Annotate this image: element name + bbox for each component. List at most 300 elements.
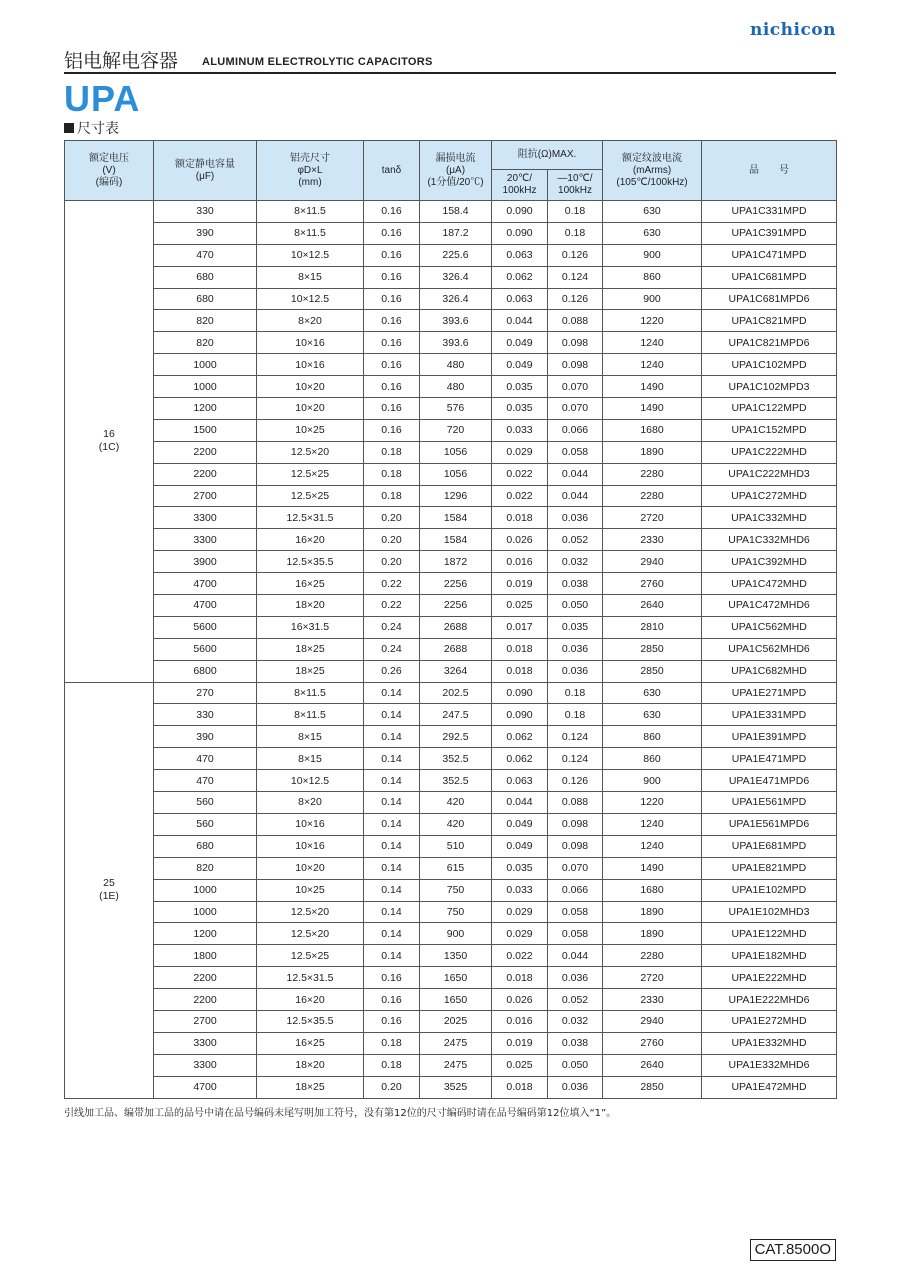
case-size-cell: 10×16: [257, 813, 364, 835]
capacitance-cell: 3300: [154, 1054, 257, 1076]
header-tan: tanδ: [364, 141, 420, 201]
leakage-cell: 3525: [420, 1076, 492, 1098]
case-size-cell: 8×15: [257, 726, 364, 748]
part-number-cell: UPA1E122MHD: [702, 923, 837, 945]
tan-cell: 0.18: [364, 1032, 420, 1054]
ripple-cell: 860: [603, 266, 702, 288]
tan-cell: 0.16: [364, 1010, 420, 1032]
header-title-en: ALUMINUM ELECTROLYTIC CAPACITORS: [202, 56, 433, 68]
impedance-minus10c-cell: 0.098: [548, 813, 603, 835]
square-bullet-icon: [64, 123, 74, 133]
table-row: [65, 288, 837, 310]
part-number-cell: UPA1E821MPD: [702, 857, 837, 879]
tan-cell: 0.14: [364, 748, 420, 770]
case-size-cell: 18×20: [257, 1054, 364, 1076]
ripple-cell: 2850: [603, 660, 702, 682]
impedance-minus10c-cell: 0.098: [548, 835, 603, 857]
table-row: [65, 638, 837, 660]
impedance-minus10c-cell: 0.036: [548, 660, 603, 682]
table-row: [65, 573, 837, 595]
leakage-cell: 1350: [420, 945, 492, 967]
impedance-20c-cell: 0.018: [492, 660, 548, 682]
ripple-cell: 1240: [603, 835, 702, 857]
impedance-minus10c-cell: 0.088: [548, 792, 603, 814]
capacitance-cell: 1000: [154, 901, 257, 923]
impedance-20c-cell: 0.019: [492, 1032, 548, 1054]
capacitance-cell: 2200: [154, 989, 257, 1011]
capacitance-cell: 3300: [154, 529, 257, 551]
table-row: [65, 354, 837, 376]
table-row: [65, 595, 837, 617]
ripple-cell: 900: [603, 770, 702, 792]
leakage-cell: 720: [420, 419, 492, 441]
table-row: [65, 201, 837, 223]
part-number-cell: UPA1E272MHD: [702, 1010, 837, 1032]
impedance-minus10c-cell: 0.058: [548, 901, 603, 923]
tan-cell: 0.14: [364, 682, 420, 704]
leakage-cell: 2256: [420, 595, 492, 617]
impedance-20c-cell: 0.035: [492, 376, 548, 398]
tan-cell: 0.16: [364, 288, 420, 310]
impedance-20c-cell: 0.022: [492, 945, 548, 967]
ripple-cell: 630: [603, 704, 702, 726]
capacitance-cell: 680: [154, 835, 257, 857]
capacitance-cell: 1000: [154, 376, 257, 398]
case-size-cell: 8×20: [257, 310, 364, 332]
tan-cell: 0.14: [364, 770, 420, 792]
leakage-cell: 2475: [420, 1054, 492, 1076]
leakage-cell: 1056: [420, 463, 492, 485]
case-size-cell: 8×20: [257, 792, 364, 814]
tan-cell: 0.14: [364, 901, 420, 923]
impedance-20c-cell: 0.029: [492, 441, 548, 463]
impedance-20c-cell: 0.025: [492, 1054, 548, 1076]
leakage-cell: 1296: [420, 485, 492, 507]
case-size-cell: 12.5×35.5: [257, 1010, 364, 1032]
table-row: [65, 835, 837, 857]
tan-cell: 0.20: [364, 551, 420, 573]
impedance-20c-cell: 0.026: [492, 529, 548, 551]
impedance-minus10c-cell: 0.032: [548, 1010, 603, 1032]
case-size-cell: 10×20: [257, 376, 364, 398]
header-impedance: 阻抗(Ω)MAX.: [492, 141, 603, 170]
leakage-cell: 1872: [420, 551, 492, 573]
impedance-minus10c-cell: 0.098: [548, 332, 603, 354]
capacitance-cell: 1200: [154, 398, 257, 420]
part-number-cell: UPA1E332MHD: [702, 1032, 837, 1054]
voltage-cell: 25 (1E): [65, 682, 154, 1098]
impedance-20c-cell: 0.063: [492, 770, 548, 792]
table-row: [65, 967, 837, 989]
capacitance-cell: 1000: [154, 354, 257, 376]
capacitance-cell: 270: [154, 682, 257, 704]
part-number-cell: UPA1E681MPD: [702, 835, 837, 857]
ripple-cell: 1490: [603, 398, 702, 420]
capacitance-cell: 5600: [154, 638, 257, 660]
table-row: [65, 1076, 837, 1098]
ripple-cell: 1490: [603, 376, 702, 398]
tan-cell: 0.20: [364, 507, 420, 529]
tan-cell: 0.22: [364, 573, 420, 595]
impedance-20c-cell: 0.018: [492, 1076, 548, 1098]
catalog-number: CAT.8500O: [750, 1239, 836, 1261]
table-row: [65, 770, 837, 792]
leakage-cell: 750: [420, 879, 492, 901]
impedance-20c-cell: 0.090: [492, 704, 548, 726]
impedance-minus10c-cell: 0.044: [548, 463, 603, 485]
capacitance-cell: 4700: [154, 573, 257, 595]
impedance-minus10c-cell: 0.038: [548, 1032, 603, 1054]
leakage-cell: 1650: [420, 989, 492, 1011]
part-number-cell: UPA1C821MPD6: [702, 332, 837, 354]
table-row: [65, 726, 837, 748]
impedance-20c-cell: 0.017: [492, 616, 548, 638]
case-size-cell: 10×16: [257, 835, 364, 857]
capacitance-cell: 2700: [154, 1010, 257, 1032]
capacitance-cell: 3300: [154, 1032, 257, 1054]
ripple-cell: 1220: [603, 310, 702, 332]
tan-cell: 0.18: [364, 1054, 420, 1076]
capacitance-cell: 1800: [154, 945, 257, 967]
capacitance-cell: 3300: [154, 507, 257, 529]
case-size-cell: 16×20: [257, 989, 364, 1011]
case-size-cell: 10×25: [257, 419, 364, 441]
series-title: UPA: [64, 78, 141, 119]
ripple-cell: 2720: [603, 507, 702, 529]
leakage-cell: 352.5: [420, 748, 492, 770]
impedance-minus10c-cell: 0.126: [548, 244, 603, 266]
capacitance-cell: 820: [154, 332, 257, 354]
ripple-cell: 1220: [603, 792, 702, 814]
case-size-cell: 12.5×35.5: [257, 551, 364, 573]
case-size-cell: 18×20: [257, 595, 364, 617]
leakage-cell: 247.5: [420, 704, 492, 726]
impedance-minus10c-cell: 0.050: [548, 1054, 603, 1076]
ripple-cell: 1890: [603, 441, 702, 463]
impedance-minus10c-cell: 0.036: [548, 638, 603, 660]
impedance-20c-cell: 0.049: [492, 332, 548, 354]
capacitance-cell: 820: [154, 857, 257, 879]
impedance-20c-cell: 0.090: [492, 222, 548, 244]
capacitance-cell: 330: [154, 704, 257, 726]
impedance-20c-cell: 0.018: [492, 638, 548, 660]
case-size-cell: 8×11.5: [257, 682, 364, 704]
case-size-cell: 18×25: [257, 638, 364, 660]
impedance-minus10c-cell: 0.035: [548, 616, 603, 638]
case-size-cell: 10×25: [257, 879, 364, 901]
table-row: [65, 419, 837, 441]
capacitance-cell: 6800: [154, 660, 257, 682]
case-size-cell: 12.5×20: [257, 923, 364, 945]
table-row: [65, 529, 837, 551]
ripple-cell: 2640: [603, 1054, 702, 1076]
ripple-cell: 2280: [603, 463, 702, 485]
leakage-cell: 2256: [420, 573, 492, 595]
table-row: [65, 660, 837, 682]
impedance-minus10c-cell: 0.070: [548, 376, 603, 398]
impedance-20c-cell: 0.049: [492, 835, 548, 857]
part-number-cell: UPA1E332MHD6: [702, 1054, 837, 1076]
leakage-cell: 326.4: [420, 288, 492, 310]
impedance-20c-cell: 0.035: [492, 857, 548, 879]
part-number-cell: UPA1C152MPD: [702, 419, 837, 441]
ripple-cell: 2330: [603, 529, 702, 551]
case-size-cell: 8×15: [257, 748, 364, 770]
header-title-cn: 铝电解电容器: [64, 50, 179, 72]
table-row: [65, 266, 837, 288]
case-size-cell: 10×20: [257, 857, 364, 879]
impedance-20c-cell: 0.025: [492, 595, 548, 617]
case-size-cell: 16×25: [257, 1032, 364, 1054]
tan-cell: 0.14: [364, 792, 420, 814]
impedance-minus10c-cell: 0.052: [548, 989, 603, 1011]
leakage-cell: 1584: [420, 507, 492, 529]
case-size-cell: 12.5×31.5: [257, 507, 364, 529]
table-row: [65, 310, 837, 332]
capacitance-cell: 560: [154, 792, 257, 814]
table-row: [65, 682, 837, 704]
capacitance-cell: 1500: [154, 419, 257, 441]
table-row: [65, 989, 837, 1011]
table-body: [65, 201, 837, 1099]
part-number-cell: UPA1E331MPD: [702, 704, 837, 726]
part-number-cell: UPA1C332MHD6: [702, 529, 837, 551]
impedance-20c-cell: 0.033: [492, 419, 548, 441]
impedance-20c-cell: 0.035: [492, 398, 548, 420]
impedance-minus10c-cell: 0.18: [548, 704, 603, 726]
impedance-minus10c-cell: 0.18: [548, 201, 603, 223]
capacitance-cell: 4700: [154, 595, 257, 617]
case-size-cell: 12.5×31.5: [257, 967, 364, 989]
tan-cell: 0.20: [364, 1076, 420, 1098]
tan-cell: 0.26: [364, 660, 420, 682]
part-number-cell: UPA1E561MPD6: [702, 813, 837, 835]
impedance-20c-cell: 0.090: [492, 201, 548, 223]
tan-cell: 0.16: [364, 244, 420, 266]
capacitance-cell: 2200: [154, 967, 257, 989]
impedance-20c-cell: 0.049: [492, 354, 548, 376]
impedance-minus10c-cell: 0.098: [548, 354, 603, 376]
case-size-cell: 10×12.5: [257, 770, 364, 792]
part-number-cell: UPA1C222MHD3: [702, 463, 837, 485]
tan-cell: 0.16: [364, 398, 420, 420]
ripple-cell: 630: [603, 222, 702, 244]
impedance-minus10c-cell: 0.18: [548, 222, 603, 244]
case-size-cell: 18×25: [257, 1076, 364, 1098]
tan-cell: 0.16: [364, 201, 420, 223]
leakage-cell: 225.6: [420, 244, 492, 266]
part-number-cell: UPA1E471MPD6: [702, 770, 837, 792]
voltage-cell: 16 (1C): [65, 201, 154, 683]
ripple-cell: 1490: [603, 857, 702, 879]
part-number-cell: UPA1C331MPD: [702, 201, 837, 223]
table-row: [65, 222, 837, 244]
leakage-cell: 2688: [420, 616, 492, 638]
part-number-cell: UPA1C102MPD3: [702, 376, 837, 398]
tan-cell: 0.16: [364, 222, 420, 244]
table-row: [65, 441, 837, 463]
dimension-table: [64, 140, 837, 1099]
impedance-20c-cell: 0.016: [492, 1010, 548, 1032]
leakage-cell: 3264: [420, 660, 492, 682]
ripple-cell: 2280: [603, 945, 702, 967]
part-number-cell: UPA1C681MPD6: [702, 288, 837, 310]
leakage-cell: 2025: [420, 1010, 492, 1032]
ripple-cell: 2760: [603, 1032, 702, 1054]
capacitance-cell: 680: [154, 288, 257, 310]
tan-cell: 0.18: [364, 463, 420, 485]
capacitance-cell: 2200: [154, 463, 257, 485]
impedance-minus10c-cell: 0.038: [548, 573, 603, 595]
impedance-20c-cell: 0.026: [492, 989, 548, 1011]
case-size-cell: 10×12.5: [257, 288, 364, 310]
case-size-cell: 10×20: [257, 398, 364, 420]
tan-cell: 0.18: [364, 441, 420, 463]
leakage-cell: 1056: [420, 441, 492, 463]
case-size-cell: 16×31.5: [257, 616, 364, 638]
leakage-cell: 480: [420, 376, 492, 398]
section-heading: [64, 118, 119, 138]
nichicon-logo: nichicon: [749, 20, 836, 40]
tan-cell: 0.16: [364, 376, 420, 398]
impedance-minus10c-cell: 0.124: [548, 266, 603, 288]
ripple-cell: 2850: [603, 1076, 702, 1098]
footnote: 引线加工品、编带加工品的品号中请在品号编码末尾写明加工符号，没有第12位的尺寸编码时请在品号编码第12位填入“1”。: [64, 1108, 617, 1119]
impedance-20c-cell: 0.049: [492, 813, 548, 835]
tan-cell: 0.16: [364, 989, 420, 1011]
impedance-minus10c-cell: 0.052: [548, 529, 603, 551]
ripple-cell: 2850: [603, 638, 702, 660]
part-number-cell: UPA1C392MHD: [702, 551, 837, 573]
tan-cell: 0.16: [364, 266, 420, 288]
impedance-20c-cell: 0.016: [492, 551, 548, 573]
leakage-cell: 326.4: [420, 266, 492, 288]
table-row: [65, 398, 837, 420]
part-number-cell: UPA1E102MPD: [702, 879, 837, 901]
part-number-cell: UPA1E222MHD: [702, 967, 837, 989]
part-number-cell: UPA1C122MPD: [702, 398, 837, 420]
case-size-cell: 16×20: [257, 529, 364, 551]
part-number-cell: UPA1C681MPD: [702, 266, 837, 288]
table-row: [65, 507, 837, 529]
leakage-cell: 576: [420, 398, 492, 420]
header-leakage: 漏损电流 (μA) (1分值/20℃): [420, 141, 492, 201]
case-size-cell: 16×25: [257, 573, 364, 595]
tan-cell: 0.24: [364, 638, 420, 660]
impedance-20c-cell: 0.033: [492, 879, 548, 901]
impedance-20c-cell: 0.022: [492, 463, 548, 485]
capacitance-cell: 330: [154, 201, 257, 223]
part-number-cell: UPA1C272MHD: [702, 485, 837, 507]
impedance-20c-cell: 0.062: [492, 266, 548, 288]
capacitance-cell: 470: [154, 244, 257, 266]
impedance-minus10c-cell: 0.066: [548, 419, 603, 441]
part-number-cell: UPA1E102MHD3: [702, 901, 837, 923]
header-impedance-20c: 20℃/ 100kHz: [492, 170, 548, 201]
impedance-20c-cell: 0.029: [492, 901, 548, 923]
impedance-20c-cell: 0.029: [492, 923, 548, 945]
tan-cell: 0.16: [364, 419, 420, 441]
ripple-cell: 1680: [603, 879, 702, 901]
tan-cell: 0.14: [364, 879, 420, 901]
impedance-20c-cell: 0.022: [492, 485, 548, 507]
tan-cell: 0.18: [364, 485, 420, 507]
capacitance-cell: 820: [154, 310, 257, 332]
case-size-cell: 12.5×25: [257, 945, 364, 967]
ripple-cell: 1890: [603, 901, 702, 923]
header-ripple: 额定纹波电流 (mArms) (105℃/100kHz): [603, 141, 702, 201]
part-number-cell: UPA1C472MHD: [702, 573, 837, 595]
ripple-cell: 900: [603, 244, 702, 266]
case-size-cell: 12.5×25: [257, 463, 364, 485]
case-size-cell: 18×25: [257, 660, 364, 682]
part-number-cell: UPA1E561MPD: [702, 792, 837, 814]
tan-cell: 0.14: [364, 835, 420, 857]
table-row: [65, 616, 837, 638]
part-number-cell: UPA1C471MPD: [702, 244, 837, 266]
capacitance-cell: 3900: [154, 551, 257, 573]
table-row: [65, 1010, 837, 1032]
capacitance-cell: 470: [154, 770, 257, 792]
case-size-cell: 8×15: [257, 266, 364, 288]
tan-cell: 0.22: [364, 595, 420, 617]
ripple-cell: 2940: [603, 1010, 702, 1032]
case-size-cell: 8×11.5: [257, 704, 364, 726]
header-voltage: 额定电压 (V) (编码): [65, 141, 154, 201]
ripple-cell: 1240: [603, 354, 702, 376]
part-number-cell: UPA1E391MPD: [702, 726, 837, 748]
leakage-cell: 187.2: [420, 222, 492, 244]
part-number-cell: UPA1C332MHD: [702, 507, 837, 529]
tan-cell: 0.16: [364, 967, 420, 989]
table-row: [65, 704, 837, 726]
leakage-cell: 202.5: [420, 682, 492, 704]
impedance-20c-cell: 0.018: [492, 507, 548, 529]
capacitance-cell: 390: [154, 726, 257, 748]
capacitance-cell: 390: [154, 222, 257, 244]
tan-cell: 0.14: [364, 923, 420, 945]
leakage-cell: 393.6: [420, 332, 492, 354]
table-row: [65, 748, 837, 770]
part-number-cell: UPA1C821MPD: [702, 310, 837, 332]
impedance-minus10c-cell: 0.032: [548, 551, 603, 573]
impedance-minus10c-cell: 0.070: [548, 398, 603, 420]
ripple-cell: 860: [603, 748, 702, 770]
capacitance-cell: 680: [154, 266, 257, 288]
impedance-minus10c-cell: 0.088: [548, 310, 603, 332]
tan-cell: 0.24: [364, 616, 420, 638]
impedance-minus10c-cell: 0.036: [548, 967, 603, 989]
impedance-20c-cell: 0.044: [492, 792, 548, 814]
part-number-cell: UPA1C391MPD: [702, 222, 837, 244]
impedance-20c-cell: 0.062: [492, 726, 548, 748]
capacitance-cell: 4700: [154, 1076, 257, 1098]
table-row: [65, 376, 837, 398]
impedance-minus10c-cell: 0.066: [548, 879, 603, 901]
impedance-20c-cell: 0.090: [492, 682, 548, 704]
table-row: [65, 463, 837, 485]
leakage-cell: 480: [420, 354, 492, 376]
section-title: 尺寸表: [77, 121, 119, 137]
leakage-cell: 292.5: [420, 726, 492, 748]
table-row: [65, 813, 837, 835]
ripple-cell: 2940: [603, 551, 702, 573]
case-size-cell: 12.5×20: [257, 441, 364, 463]
tan-cell: 0.16: [364, 354, 420, 376]
impedance-20c-cell: 0.019: [492, 573, 548, 595]
table-row: [65, 1054, 837, 1076]
impedance-minus10c-cell: 0.058: [548, 441, 603, 463]
